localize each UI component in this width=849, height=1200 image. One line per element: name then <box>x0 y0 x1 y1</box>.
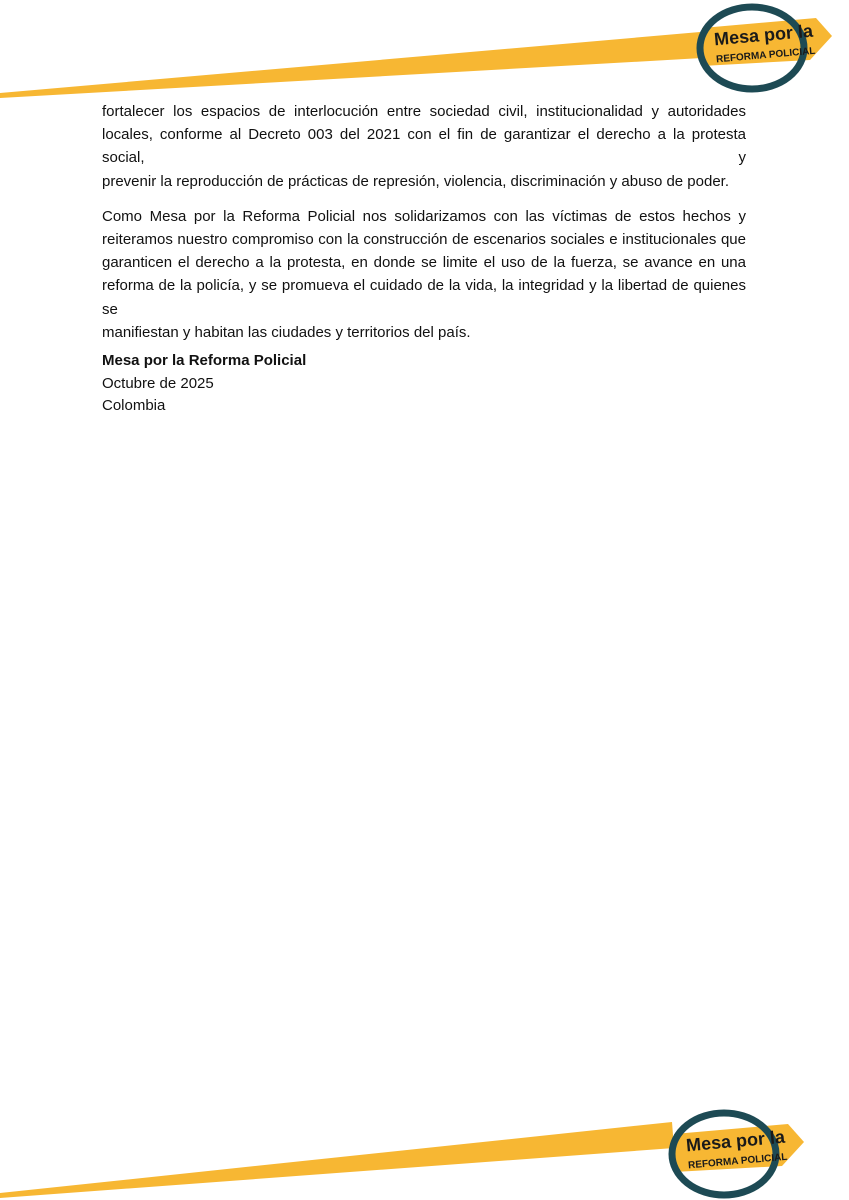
text-line: reforma de la policía, y se promueva el cuidado de la vida, la integridad y la libertad de quienes se <box>102 277 746 318</box>
logo-text-line1: Mesa por la <box>713 20 814 50</box>
signature-block <box>102 350 502 418</box>
paragraph-2 <box>102 205 746 344</box>
footer-logo <box>666 1108 806 1200</box>
letter-body <box>102 100 746 344</box>
logo-text-line2: REFORMA POLICIAL <box>687 1151 788 1172</box>
text-line: prevenir la reproducción de prácticas de represión, violencia, discriminación y abuso de poder. <box>102 172 730 190</box>
footer-yellow-stripe <box>0 1122 674 1198</box>
text-line: locales, conforme al Decreto 003 del 2021 con el fin de garantizar el derecho a la protesta social, y <box>102 126 746 167</box>
logo-text-line1: Mesa por la <box>685 1126 786 1156</box>
paragraph-1 <box>102 100 746 193</box>
text-line: fortalecer los espacios de interlocución entre sociedad civil, institucionalidad y autoridades <box>102 103 746 120</box>
signature-organization: Mesa por la Reforma Policial <box>102 352 307 369</box>
text-line: reiteramos nuestro compromiso con la construcción de escenarios sociales e institucionales que <box>102 231 746 249</box>
logo-text-line2: REFORMA POLICIAL <box>715 45 816 66</box>
signature-place: Colombia <box>102 397 166 414</box>
text-line: manifiestan y habitan las ciudades y territorios del país. <box>102 323 471 341</box>
text-line: Como Mesa por la Reforma Policial nos solidarizamos con las víctimas de estos hechos y <box>102 207 746 225</box>
text-line: garanticen el derecho a la protesta, en donde se limite el uso de la fuerza, se avance en una <box>102 254 746 272</box>
signature-date: Octubre de 2025 <box>102 374 214 392</box>
header-yellow-stripe <box>0 32 702 98</box>
header-logo <box>694 2 834 94</box>
